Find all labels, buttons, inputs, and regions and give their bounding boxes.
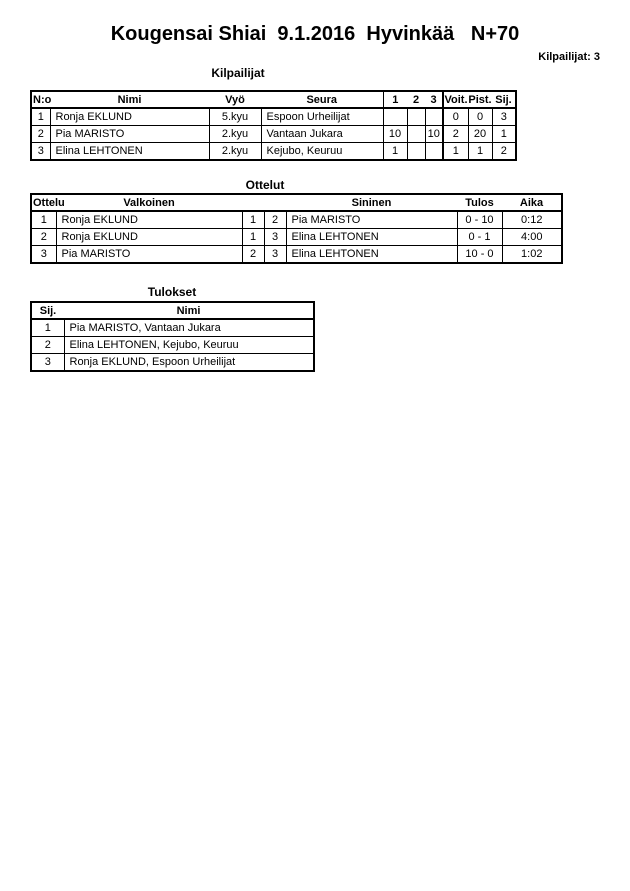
competitor-points: 1 xyxy=(468,143,492,161)
competitor-no: 2 xyxy=(31,126,50,143)
match-time: 4:00 xyxy=(502,229,562,246)
competitor-no: 1 xyxy=(31,108,50,126)
competitors-col-rank: Sij. xyxy=(492,91,516,108)
competitors-col-r3: 3 xyxy=(425,91,443,108)
match-time: 0:12 xyxy=(502,211,562,229)
competitors-col-club: Seura xyxy=(261,91,383,108)
competitor-name: Pia MARISTO xyxy=(50,126,209,143)
match-blue-name: Elina LEHTONEN xyxy=(286,246,457,264)
competitor-belt: 5.kyu xyxy=(209,108,261,126)
match-white-name: Ronja EKLUND xyxy=(56,211,242,229)
competitor-rank: 2 xyxy=(492,143,516,161)
match-white-name: Ronja EKLUND xyxy=(56,229,242,246)
matches-col-no: Ottelu xyxy=(31,194,56,211)
page-title: Kougensai Shiai 9.1.2016 Hyvinkää N+70 xyxy=(110,23,520,45)
match-white-no: 1 xyxy=(242,229,264,246)
competitor-result-1: 10 xyxy=(383,126,407,143)
competitor-rank: 1 xyxy=(492,126,516,143)
match-white-no: 2 xyxy=(242,246,264,264)
matches-col-blue: Sininen xyxy=(286,194,457,211)
match-score: 0 - 1 xyxy=(457,229,502,246)
competitor-points: 0 xyxy=(468,108,492,126)
match-row xyxy=(31,246,562,264)
matches-section-heading: Ottelut xyxy=(245,178,285,192)
matches-col-time: Aika xyxy=(502,194,562,211)
competitor-wins: 0 xyxy=(443,108,468,126)
competitor-points: 20 xyxy=(468,126,492,143)
competitors-header-row xyxy=(31,91,516,108)
result-rank: 3 xyxy=(31,354,64,372)
results-header-row xyxy=(31,302,314,319)
competitors-table xyxy=(30,90,517,161)
competitors-section-heading: Kilpailijat xyxy=(211,66,265,80)
results-col-rank: Sij. xyxy=(31,302,64,319)
competitors-col-r2: 2 xyxy=(407,91,425,108)
match-row xyxy=(31,229,562,246)
competitor-result-3 xyxy=(425,143,443,161)
result-row xyxy=(31,354,314,372)
match-no: 1 xyxy=(31,211,56,229)
match-no: 3 xyxy=(31,246,56,264)
match-blue-no: 3 xyxy=(264,246,286,264)
competitor-belt: 2.kyu xyxy=(209,143,261,161)
competitor-club: Espoon Urheilijat xyxy=(261,108,383,126)
result-row xyxy=(31,337,314,354)
competitor-result-2 xyxy=(407,126,425,143)
competitors-col-points: Pist. xyxy=(468,91,492,108)
competitor-row xyxy=(31,126,516,143)
competitors-col-wins: Voit. xyxy=(443,91,468,108)
match-blue-no: 3 xyxy=(264,229,286,246)
result-row xyxy=(31,319,314,337)
matches-header-row xyxy=(31,194,562,211)
competitor-result-2 xyxy=(407,108,425,126)
competitor-no: 3 xyxy=(31,143,50,161)
competitor-club: Vantaan Jukara xyxy=(261,126,383,143)
match-row xyxy=(31,211,562,229)
match-no: 2 xyxy=(31,229,56,246)
competitors-col-belt: Vyö xyxy=(209,91,261,108)
result-name: Elina LEHTONEN, Kejubo, Keuruu xyxy=(64,337,314,354)
competitor-result-3 xyxy=(425,108,443,126)
match-white-name: Pia MARISTO xyxy=(56,246,242,264)
competitors-col-name: Nimi xyxy=(50,91,209,108)
match-blue-name: Elina LEHTONEN xyxy=(286,229,457,246)
result-rank: 1 xyxy=(31,319,64,337)
match-score: 10 - 0 xyxy=(457,246,502,264)
competitors-count-label: Kilpailijat: 3 xyxy=(538,51,600,63)
matches-col-white: Valkoinen xyxy=(56,194,242,211)
matches-table xyxy=(30,193,563,264)
match-score: 0 - 10 xyxy=(457,211,502,229)
results-table xyxy=(30,301,315,372)
competitor-result-2 xyxy=(407,143,425,161)
competitor-row xyxy=(31,143,516,161)
competitor-club: Kejubo, Keuruu xyxy=(261,143,383,161)
competitor-result-1 xyxy=(383,108,407,126)
results-section-heading: Tulokset xyxy=(147,285,197,299)
matches-col-blue-no xyxy=(264,194,286,211)
competitors-col-no: N:o xyxy=(31,91,50,108)
competitor-row xyxy=(31,108,516,126)
competitors-col-r1: 1 xyxy=(383,91,407,108)
competitor-name: Ronja EKLUND xyxy=(50,108,209,126)
match-time: 1:02 xyxy=(502,246,562,264)
match-blue-name: Pia MARISTO xyxy=(286,211,457,229)
competitor-result-1: 1 xyxy=(383,143,407,161)
competitor-wins: 1 xyxy=(443,143,468,161)
result-rank: 2 xyxy=(31,337,64,354)
result-name: Ronja EKLUND, Espoon Urheilijat xyxy=(64,354,314,372)
competitor-belt: 2.kyu xyxy=(209,126,261,143)
competitor-result-3: 10 xyxy=(425,126,443,143)
match-white-no: 1 xyxy=(242,211,264,229)
competitor-rank: 3 xyxy=(492,108,516,126)
competitor-name: Elina LEHTONEN xyxy=(50,143,209,161)
results-col-name: Nimi xyxy=(64,302,314,319)
match-blue-no: 2 xyxy=(264,211,286,229)
matches-col-score: Tulos xyxy=(457,194,502,211)
matches-col-white-no xyxy=(242,194,264,211)
result-name: Pia MARISTO, Vantaan Jukara xyxy=(64,319,314,337)
competitor-wins: 2 xyxy=(443,126,468,143)
